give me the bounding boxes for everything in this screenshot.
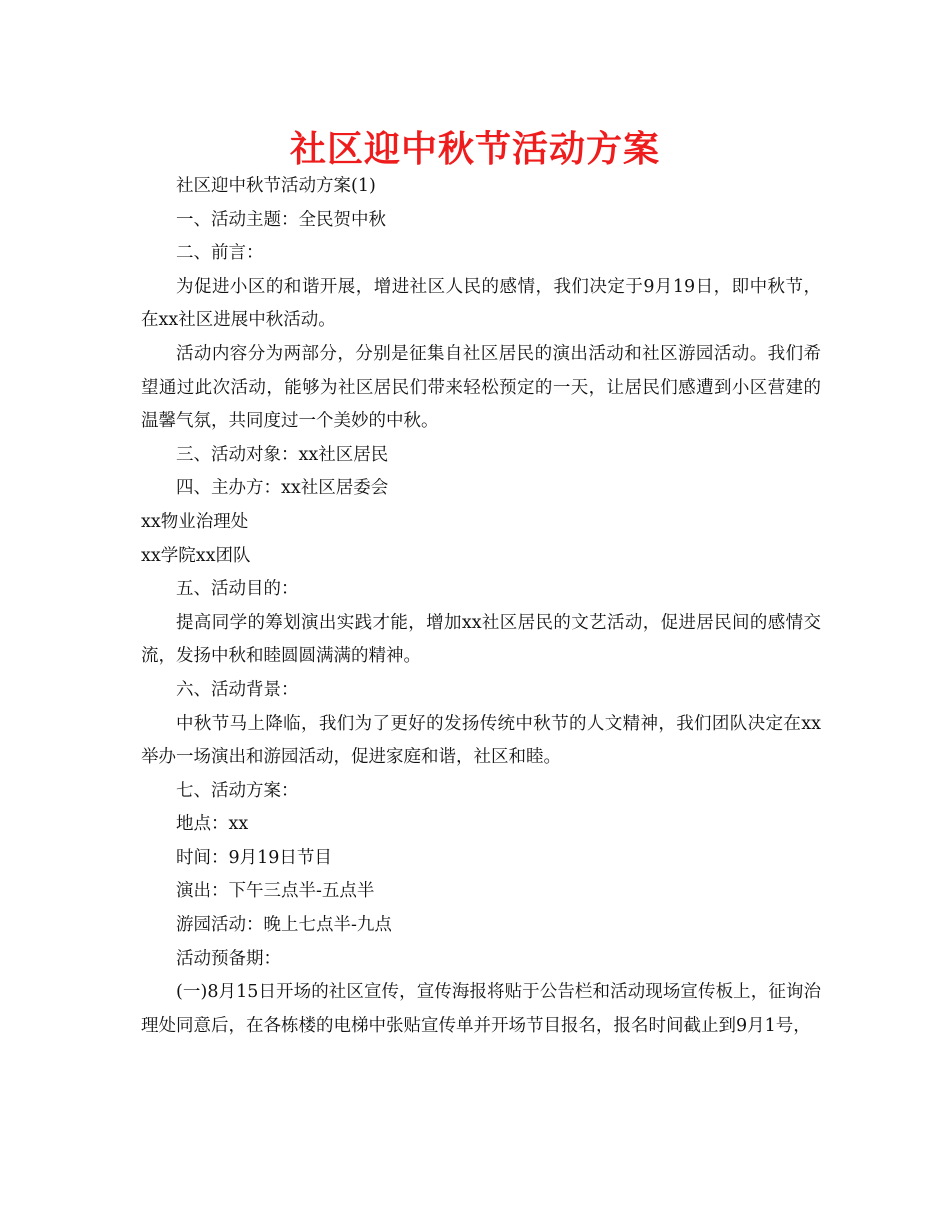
paragraph-subtitle: 社区迎中秋节活动方案(1) [176, 176, 376, 196]
paragraph-background-heading: 六、活动背景： [176, 679, 299, 700]
paragraph-organizer-3: xx学院xx团队 [141, 545, 251, 566]
paragraph-preface-1: 为促进小区的和谐开展，增进社区人民的感情，我们决定于9月19日，即中秋节，在xx社区进展中秋活动。 [141, 276, 821, 331]
paragraph-performance: 演出：下午三点半-五点半 [176, 881, 375, 902]
paragraph-time: 时间：9月19日节目 [176, 847, 332, 868]
paragraph-audience: 三、活动对象：xx社区居民 [176, 444, 389, 465]
paragraph-location: 地点：xx [176, 814, 249, 835]
paragraph-plan-heading: 七、活动方案： [176, 780, 299, 801]
paragraph-organizer-2: xx物业治理处 [141, 511, 249, 532]
paragraph-background: 中秋节马上降临，我们为了更好的发扬传统中秋节的人文精神，我们团队决定在xx举办一场演出和游园活动，促进家庭和谐，社区和睦。 [141, 713, 821, 768]
paragraph-purpose-heading: 五、活动目的： [176, 579, 299, 600]
paragraph-preface-heading: 二、前言： [176, 243, 264, 264]
document-body [141, 170, 821, 1043]
paragraph-theme: 一、活动主题：全民贺中秋 [176, 209, 386, 230]
paragraph-organizer: 四、主办方：xx社区居委会 [176, 478, 389, 499]
paragraph-preparation-1: (一)8月15日开场的社区宣传，宣传海报将贴于公告栏和活动现场宣传板上，征询治理处同意后，在各栋楼的电梯中张贴宣传单并开场节目报名，报名时间截止到9月1号， [141, 982, 821, 1036]
paragraph-preparation-heading: 活动预备期： [176, 948, 281, 969]
paragraph-garden-party: 游园活动：晚上七点半-九点 [176, 915, 392, 936]
paragraph-purpose: 提高同学的筹划演出实践才能，增加xx社区居民的文艺活动，促进居民间的感情交流，发扬中秋和睦圆圆满满的精神。 [141, 612, 821, 667]
document-title: 社区迎中秋节活动方案 [289, 129, 660, 170]
paragraph-preface-2: 活动内容分为两部分，分别是征集自社区居民的演出活动和社区游园活动。我们希望通过此次活动，能够为社区居民们带来轻松预定的一天，让居民们感遭到小区营建的温馨气氛，共同度过一个美妙的中秋。 [141, 343, 821, 432]
